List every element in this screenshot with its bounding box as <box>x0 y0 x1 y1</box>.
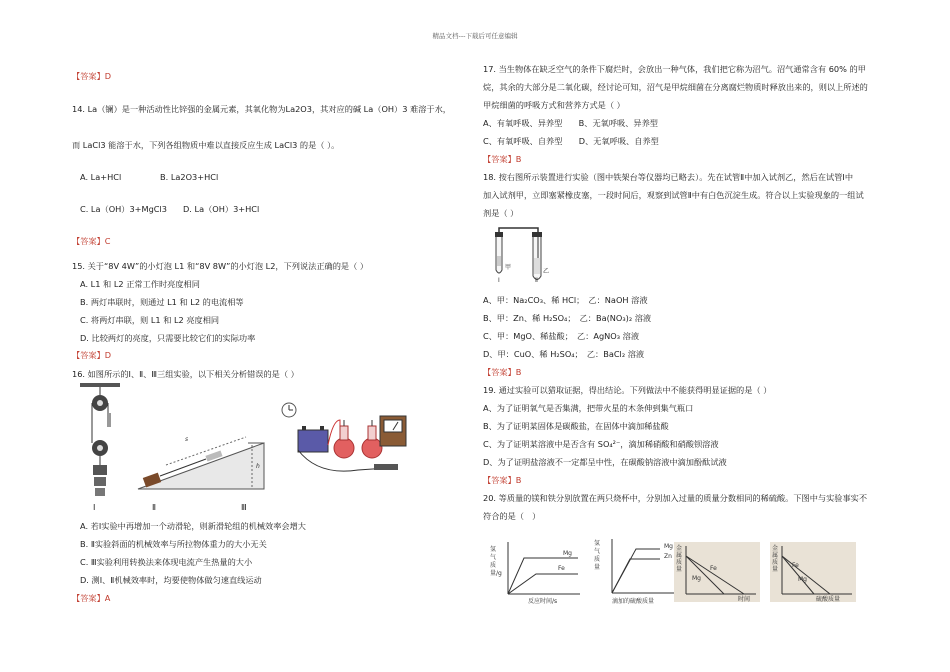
q18-option-d: D、甲：CuO、稀 H₂SO₄； 乙：BaCl₂ 溶液 <box>483 349 645 359</box>
graph-4-xlabel: 硫酸质量 <box>816 596 841 603</box>
question-20-line2: 符合的是（ ） <box>483 511 541 521</box>
q14-option-d: D. La（OH）3+HCl <box>183 204 260 214</box>
graph-4 <box>770 542 856 602</box>
graph-2-xlabel: 滴加的硫酸质量 <box>612 598 655 605</box>
graph-1-mg: Mg <box>563 550 572 557</box>
question-20-line1: 20. 等质量的镁和铁分别放置在两只烧杯中，分别加入过量的质量分数相同的稀硫酸。下图中与实验事实不 <box>483 493 868 503</box>
graph-1 <box>494 538 584 602</box>
question-14-line1: 14. La（镧）是一种活动性比锌强的金属元素，其氧化物为La2O3，其对应的碱 La（OH）3 难溶于水， <box>72 104 451 114</box>
q14-option-b: B. La2O3+HCl <box>160 172 219 182</box>
question-14-line2: 而 LaCl3 能溶于水，下列各组物质中难以直接反应生成 LaCl3 的是（ ）。 <box>72 140 340 150</box>
incline-s-label: s <box>185 436 189 443</box>
q16-option-c: C. Ⅲ实验利用转换法来体现电流产生热量的大小 <box>80 557 253 567</box>
graph-3 <box>674 542 760 602</box>
graph-3-xlabel: 时间 <box>738 596 751 603</box>
tube-yi-label: 乙 <box>543 268 550 275</box>
q16-option-b: B. Ⅱ实验斜面的机械效率与所拉物体重力的大小无关 <box>80 539 267 549</box>
test-tube-figure <box>486 226 556 284</box>
pulley-figure <box>80 383 130 501</box>
graph-4-fe: Fe <box>792 562 799 569</box>
question-17-line3: 甲烷细菌的呼吸方式和营养方式是（ ） <box>483 100 625 110</box>
q19-option-d: D、为了证明盐溶液不一定都呈中性，在碳酸钠溶液中滴加酚酞试液 <box>483 457 727 467</box>
incline-figure <box>136 413 268 493</box>
question-18-line1: 18. 按右图所示装置进行实验（图中铁架台等仪器均已略去）。先在试管Ⅱ中加入试剂乙，然后在试管Ⅰ中 <box>483 172 854 182</box>
q19-option-c: C、为了证明某溶液中是否含有 SO₄²⁻，滴加稀硝酸和硝酸钡溶液 <box>483 439 719 449</box>
q19-option-b: B、为了证明某固体是碳酸盐，在固体中滴加稀盐酸 <box>483 421 669 431</box>
q16-option-a: A. 若Ⅰ实验中再增加一个动滑轮，则新滑轮组的机械效率会增大 <box>80 521 306 531</box>
incline-h-label: h <box>256 463 260 470</box>
answer-19: 【答案】B <box>483 475 522 485</box>
answer-17: 【答案】B <box>483 154 522 164</box>
graph-2-ylabel: 氢气质量 <box>594 540 601 571</box>
page-header: 精品文档---下载后可任意编辑 <box>432 32 518 40</box>
graph-2-zn: Zn <box>664 553 672 560</box>
graph-3-fe: Fe <box>710 565 717 572</box>
answer-14: 【答案】C <box>72 236 111 246</box>
question-18-line3: 剂是（ ） <box>483 208 519 218</box>
q17-options-ab: A、有氧呼吸、异养型 B、无氧呼吸、异养型 <box>483 118 658 128</box>
question-17-line2: 烷，其余的大部分是二氧化碳，经讨论可知，沼气是甲烷细菌在分离腐烂物质时释放出来的，则以上所述的 <box>483 82 868 92</box>
question-19: 19. 通过实验可以猎取证据，得出结论。下列做法中不能获得明显证据的是（ ） <box>483 385 772 395</box>
question-17-line1: 17. 当生物体在缺乏空气的条件下腐烂时，会放出一种气体，我们把它称为沼气。沼气通常含有 60% 的甲 <box>483 64 866 74</box>
q15-option-d: D. 比较两灯的亮度，只需要比较它们的实际功率 <box>80 333 256 343</box>
circuit-figure <box>278 400 418 480</box>
answer-18: 【答案】B <box>483 367 522 377</box>
graph-3-ylabel: 金属质量 <box>676 545 683 573</box>
graph-1-xlabel: 反应时间/s <box>528 598 558 605</box>
graph-1-fe: Fe <box>558 565 565 572</box>
figure-label-II: Ⅱ <box>152 502 157 512</box>
q14-option-c: C. La（OH）3+MgCl3 <box>80 204 168 214</box>
figure-label-I: Ⅰ <box>93 502 96 512</box>
q15-option-a: A. L1 和 L2 正常工作时亮度相同 <box>80 279 200 289</box>
graph-4-mg: Mg <box>798 576 807 583</box>
tube-jia-label: 甲 <box>505 264 512 271</box>
q16-option-d: D. 测Ⅰ、Ⅱ机械效率时，均要使物体做匀速直线运动 <box>80 575 262 585</box>
question-18-line2: 加入试剂甲，立即塞紧橡皮塞，一段时间后，观察到试管Ⅱ中有白色沉淀生成。符合以上实验现象的一组试 <box>483 190 864 200</box>
q15-option-c: C. 将两灯串联，则 L1 和 L2 亮度相同 <box>80 315 220 325</box>
q18-option-b: B、甲：Zn、稀 H₂SO₄； 乙：Ba(NO₃)₂ 溶液 <box>483 313 652 323</box>
figure-label-III: Ⅲ <box>241 502 247 512</box>
graph-4-ylabel: 金属质量 <box>772 545 779 573</box>
q14-option-a: A. La+HCl <box>80 172 122 182</box>
graph-3-mg: Mg <box>692 575 701 582</box>
graph-1-ylabel: 氢气质量/g <box>490 546 502 577</box>
q18-option-c: C、甲：MgO、稀盐酸； 乙：AgNO₃ 溶液 <box>483 331 640 341</box>
question-16: 16. 如图所示的Ⅰ、Ⅱ、Ⅲ三组实验，以下相关分析错误的是（ ） <box>72 369 299 379</box>
question-15: 15. 关于“8V 4W”的小灯泡 L1 和“8V 8W”的小灯泡 L2，下列说法正确的是（ ） <box>72 261 369 271</box>
q18-option-a: A、甲：Na₂CO₃、稀 HCl； 乙：NaOH 溶液 <box>483 295 648 305</box>
answer-16: 【答案】A <box>72 593 111 603</box>
q15-option-b: B. 两灯串联时，则通过 L1 和 L2 的电流相等 <box>80 297 244 307</box>
answer-13: 【答案】D <box>72 71 112 81</box>
answer-15: 【答案】D <box>72 350 112 360</box>
tube-II-label: Ⅱ <box>535 277 538 284</box>
tube-I-label: Ⅰ <box>498 277 500 284</box>
graph-2-mg: Mg <box>664 543 673 550</box>
q17-options-cd: C、有氧呼吸、自养型 D、无氧呼吸、自养型 <box>483 136 659 146</box>
q19-option-a: A、为了证明氧气是否集满，把带火星的木条伸到集气瓶口 <box>483 403 694 413</box>
